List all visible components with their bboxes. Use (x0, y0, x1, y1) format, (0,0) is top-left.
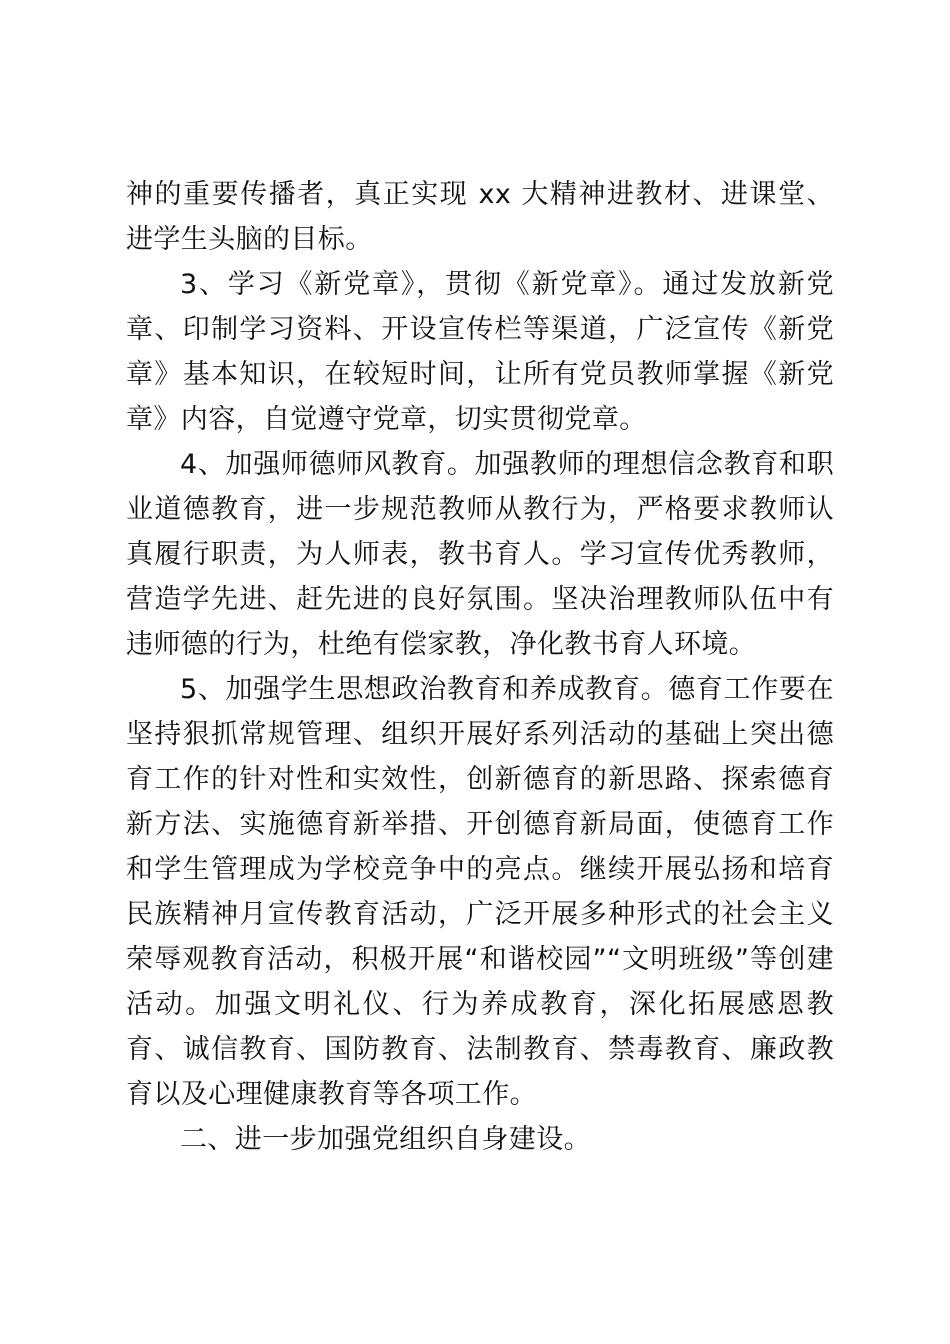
paragraph-item-5: 5、加强学生思想政治教育和养成教育。德育工作要在坚持狠抓常规管理、组织开展好系列活动的基础上突出德育工作的针对性和实效性，创新德育的新思路、探索德育新方法、实施德育新举措、开创德育新局面，使德育工作和学生管理成为学校竞争中的亮点。继续开展弘扬和培育民族精神月宣传教育活动，广泛开展多种形式的社会主义荣辱观教育活动，积极开展“和谐校园”“文明班级”等创建活动。加强文明礼仪、行为养成教育，深化拓展感恩教育、诚信教育、国防教育、法制教育、禁毒教育、廉政教育以及心理健康教育等各项工作。 (126, 674, 834, 1110)
document-body (126, 172, 834, 1162)
paragraph-item-3: 3、学习《新党章》，贯彻《新党章》。通过发放新党章、印制学习资料、开设宣传栏等渠道，广泛宣传《新党章》基本知识，在较短时间，让所有党员教师掌握《新党章》内容，自觉遵守党章，切实贯彻党章。 (126, 269, 834, 435)
paragraph-continuation: 神的重要传播者，真正实现 xx 大精神进教材、进课堂、进学生头脑的目标。 (126, 179, 834, 255)
paragraph-item-4: 4、加强师德师风教育。加强教师的理想信念教育和职业道德教育，进一步规范教师从教行为，严格要求教师认真履行职责，为人师表，教书育人。学习宣传优秀教师，营造学先进、赶先进的良好氛围。坚决治理教师队伍中有违师德的行为，杜绝有偿家教，净化教书育人环境。 (126, 449, 834, 660)
section-heading-2: 二、进一步加强党组织自身建设。 (180, 1124, 591, 1155)
